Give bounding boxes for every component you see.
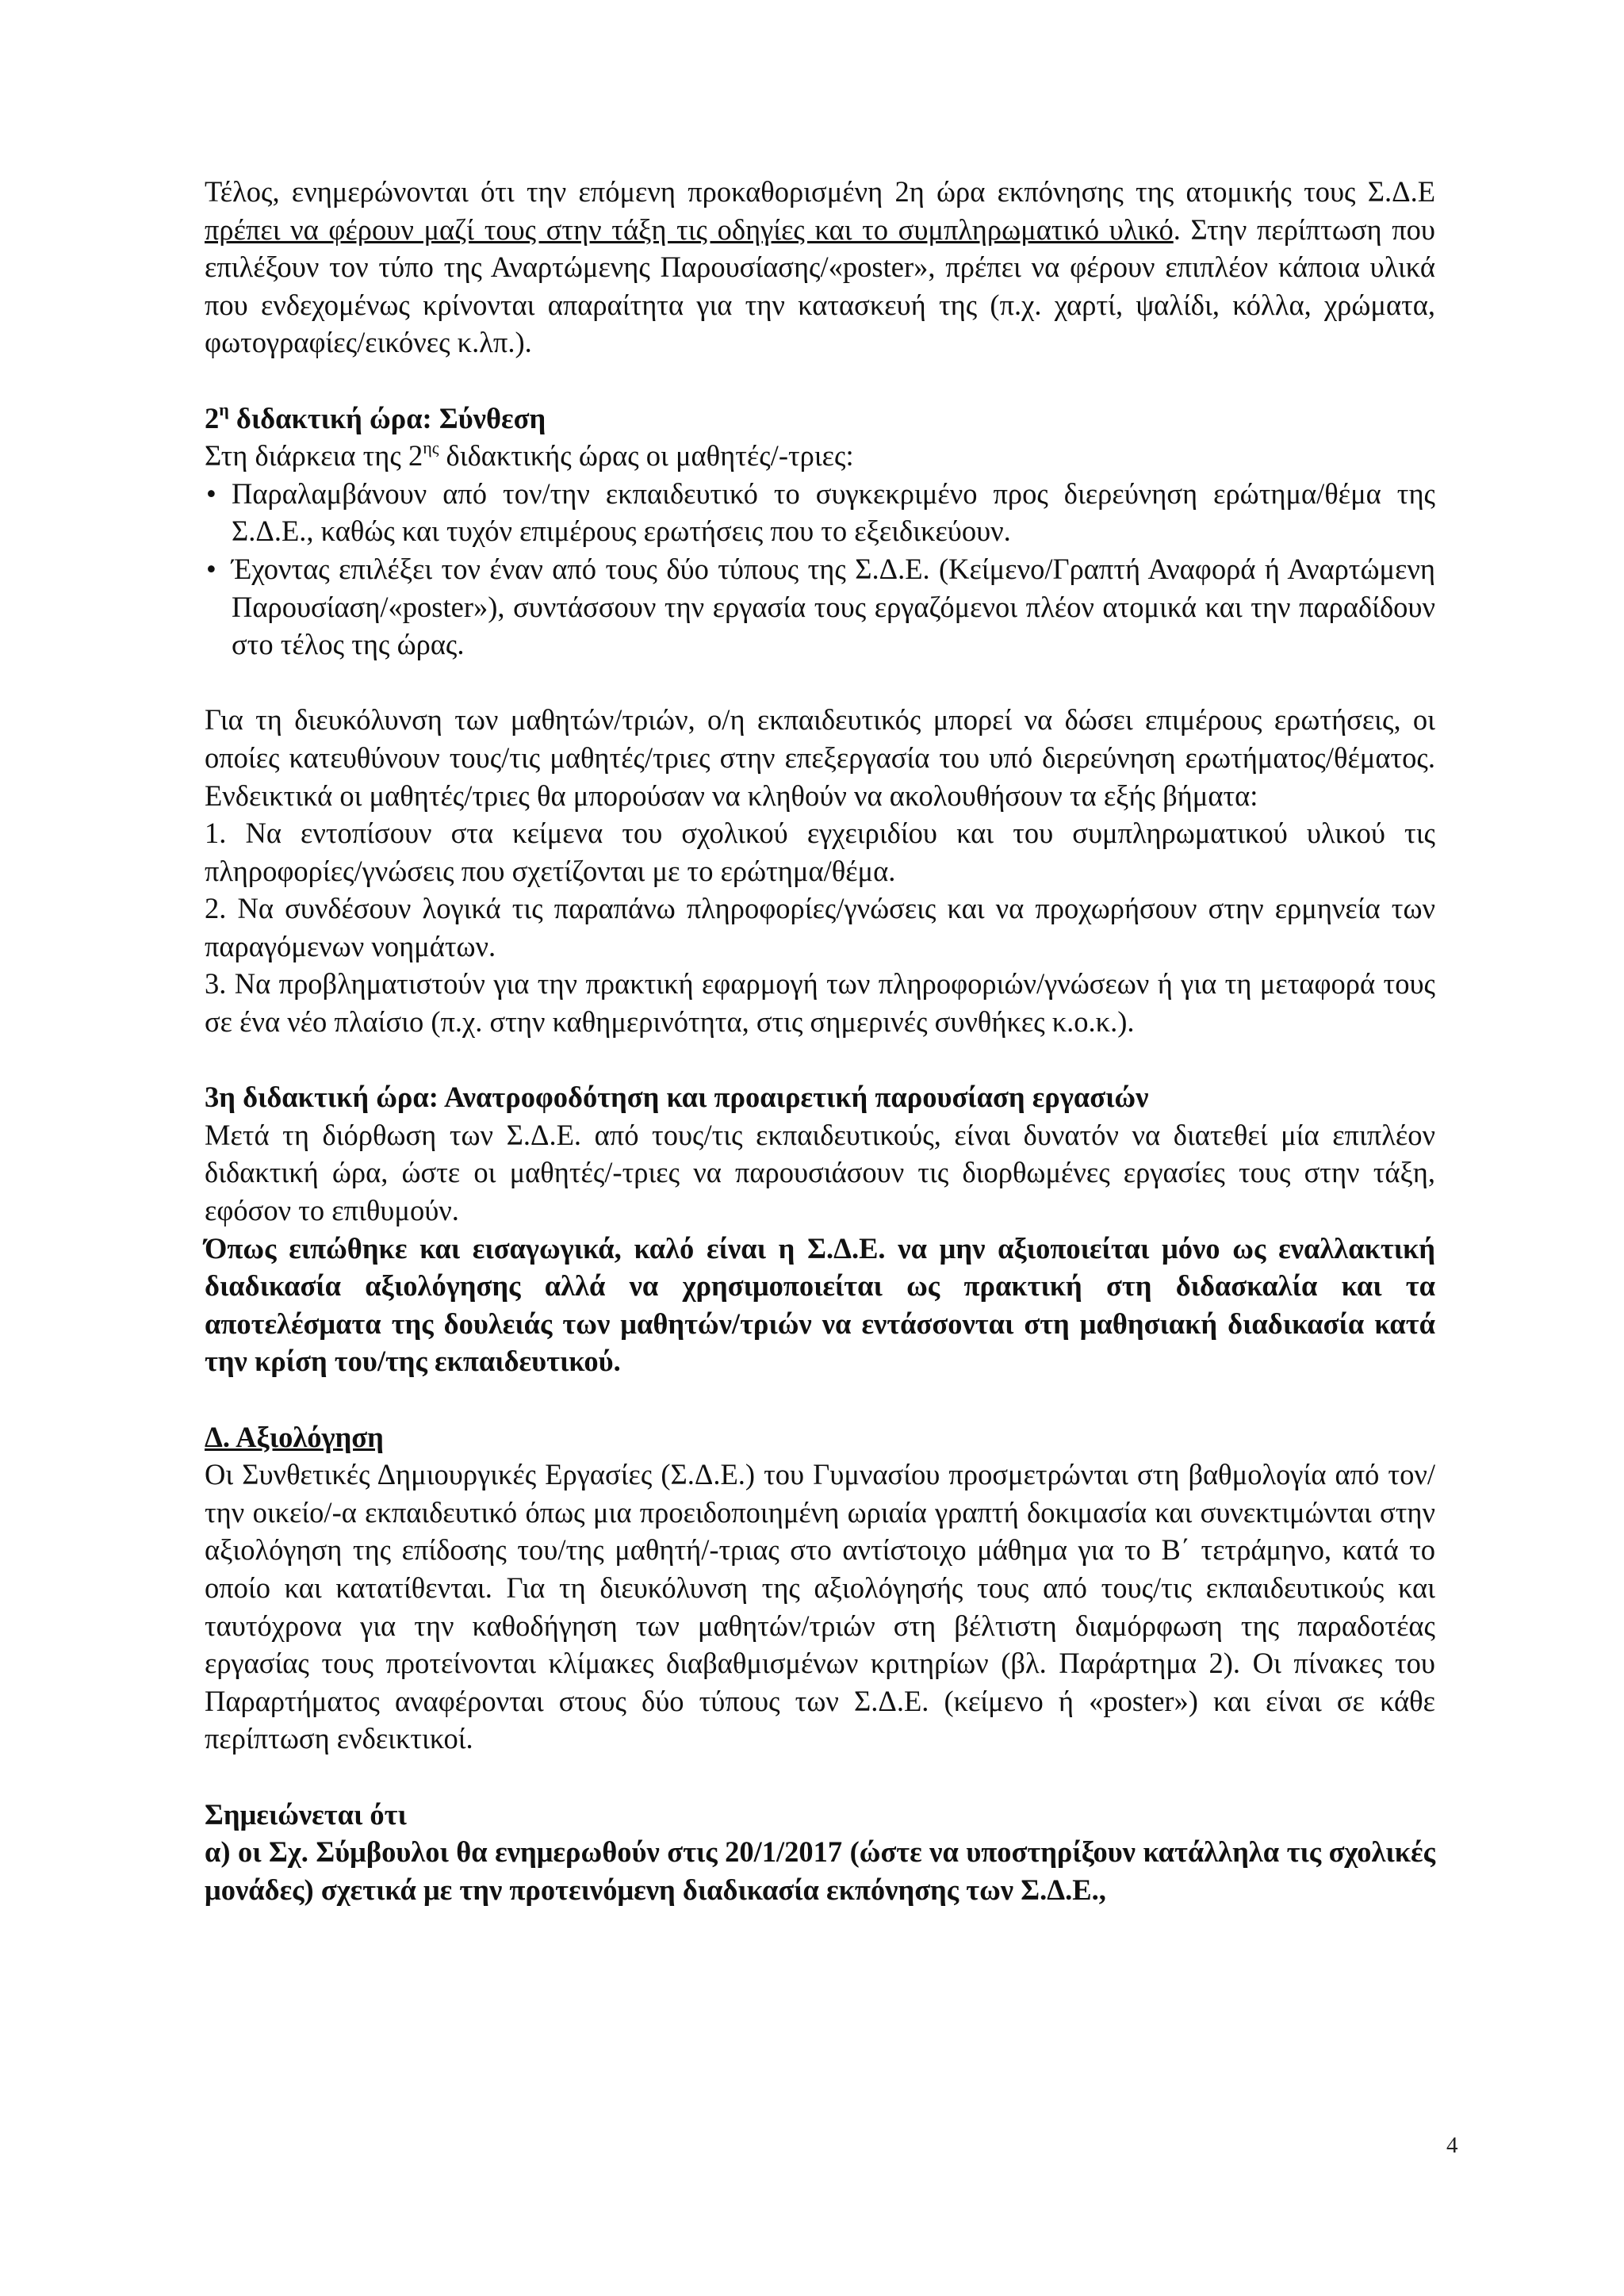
section-heading-assessment: Δ. Αξιολόγηση [205,1420,384,1453]
intro-text-end: . Στην περίπτωση που επιλέξουν τον τύπο της Αναρτώμενης Παρουσίασης/«poster», πρέπει να φέρουν επιπλέον κάποια υλικά που ενδεχομένως κρίνονται απαραίτητα για την κατασκευή της (π.χ. χαρτί, ψαλίδι, κόλλα, χρώματα, φωτογραφίες/εικόνες κ.λπ.). [205,212,1435,359]
emphasis-paragraph: Όπως ειπώθηκε και εισαγωγικά, καλό είναι η Σ.Δ.Ε. να μην αξιοποιείται μόνο ως εναλλακτική διαδικασία αξιολόγησης αλλά να χρησιμοποιείται ως πρακτική στη διδασκαλία και τα αποτελέσματα της δουλειάς των μαθητών/τριών να εντάσσονται στη μαθησιακή διαδικασία κατά την κρίση του/της εκπαιδευτικού. [205,1231,1435,1378]
intro-underlined-text: πρέπει να φέρουν μαζί τους στην τάξη τις οδηγίες και το συμπληρωματικό υλικό [205,212,1174,246]
bullet-icon: • [206,552,216,585]
lead-text-end: διδακτικής ώρας οι μαθητές/-τριες: [439,439,854,473]
document-page [205,173,1435,1908]
intro-paragraph [205,173,1435,362]
lead-paragraph [205,437,1435,475]
feedback-paragraph: Μετά τη διόρθωση των Σ.Δ.Ε. από τους/τις εκπαιδευτικούς, είναι δυνατόν να διατεθεί μία επιπλέον διδακτική ώρα, ώστε οι μαθητές/-τριες να παρουσιάσουν τις διορθωμένες εργασίες τους στην τάξη, εφόσον το επιθυμούν. [205,1118,1435,1227]
section-heading-3rd-hour: 3η διδακτική ώρα: Ανατροφοδότηση και προαιρετική παρουσίαση εργασιών [205,1081,1149,1114]
heading-text: διδακτική ώρα: Σύνθεση [228,401,546,434]
bullet-item [205,475,1435,550]
page-number: 4 [1446,2133,1458,2158]
lead-text-start: Στη διάρκεια της 2 [205,439,423,473]
intro-text-start: Τέλος, ενημερώνονται ότι την επόμενη προκαθορισμένη 2η ώρα εκπόνησης της ατομικής τους Σ.Δ.Ε [205,175,1435,208]
assessment-paragraph: Οι Συνθετικές Δημιουργικές Εργασίες (Σ.Δ.Ε.) του Γυμνασίου προσμετρώνται στη βαθμολογία από τον/την οικείο/-α εκπαιδευτικό όπως μια προειδοποιημένη ωριαία γραπτή δοκιμασία και συνεκτιμώνται στην αξιολόγηση της επίδοσης του/της μαθητή/-τριας στο αντίστοιχο μάθημα για το Β΄ τετράμηνο, κατά το οποίο και κατατίθενται. Για τη διευκόλυνση της αξιολόγησής τους από τους/τις εκπαιδευτικούς και ταυτόχρονα για την καθοδήγηση των μαθητών/τριών στη βέλτιστη διαμόρφωση της παραδοτέας εργασίας τους προτείνονται κλίμακες διαβαθμισμένων κριτηρίων (βλ. Παράρτημα 2). Οι πίνακες του Παραρτήματος αναφέρονται στους δύο τύπους των Σ.Δ.Ε. (κείμενο ή «poster») και είναι σε κάθε περίπτωση ενδεικτικοί. [205,1458,1435,1755]
heading-superscript: η [219,400,229,420]
section-heading-2nd-hour [205,400,1435,438]
heading-number: 2 [205,401,220,434]
step-item: 3. Να προβληματιστούν για την πρακτική εφαρμογή των πληροφοριών/γνώσεων ή για τη μεταφορά τους σε ένα νέο πλαίσιο (π.χ. στην καθημερινότητα, στις σημερινές συνθήκες κ.ο.κ.). [205,967,1435,1039]
notes-paragraph: α) οι Σχ. Σύμβουλοι θα ενημερωθούν στις 20/1/2017 (ώστε να υποστηρίξουν κατάλληλα τις σχολικές μονάδες) σχετικά με την προτεινόμενη διαδικασία εκπόνησης των Σ.Δ.Ε., [205,1835,1435,1906]
bullet-icon: • [206,476,216,510]
notes-heading: Σημειώνεται ότι [205,1797,407,1831]
bullet-item [205,550,1435,664]
guidance-paragraph: Για τη διευκόλυνση των μαθητών/τριών, ο/η εκπαιδευτικός μπορεί να δώσει επιμέρους ερωτήσεις, οι οποίες κατευθύνουν τους/τις μαθητές/τριες στην επεξεργασία του υπό διερεύνηση ερωτήματος/θέματος. Ενδεικτικά οι μαθητές/τριες θα μπορούσαν να κληθούν να ακολουθήσουν τα εξής βήματα: [205,703,1435,812]
step-item: 2. Να συνδέσουν λογικά τις παραπάνω πληροφορίες/γνώσεις και να προχωρήσουν στην ερμηνεία των παραγόμενων νοημάτων. [205,892,1435,962]
bullet-text: Παραλαμβάνουν από τον/την εκπαιδευτικό το συγκεκριμένο προς διερεύνηση ερώτημα/θέμα της Σ.Δ.Ε., καθώς και τυχόν επιμέρους ερωτήσεις που το εξειδικεύουν. [232,476,1435,548]
bullet-text: Έχοντας επιλέξει τον έναν από τους δύο τύπους της Σ.Δ.Ε. (Κείμενο/Γραπτή Αναφορά ή Αναρτώμενη Παρουσίαση/«poster»), συντάσσουν την εργασία τους εργαζόμενοι πλέον ατομικά και την παραδίδουν στο τέλος της ώρας. [232,552,1435,661]
lead-superscript: ης [423,438,439,457]
step-item: 1. Να εντοπίσουν στα κείμενα του σχολικού εγχειριδίου και του συμπληρωματικού υλικού τις πληροφορίες/γνώσεις που σχετίζονται με το ερώτημα/θέμα. [205,817,1435,887]
